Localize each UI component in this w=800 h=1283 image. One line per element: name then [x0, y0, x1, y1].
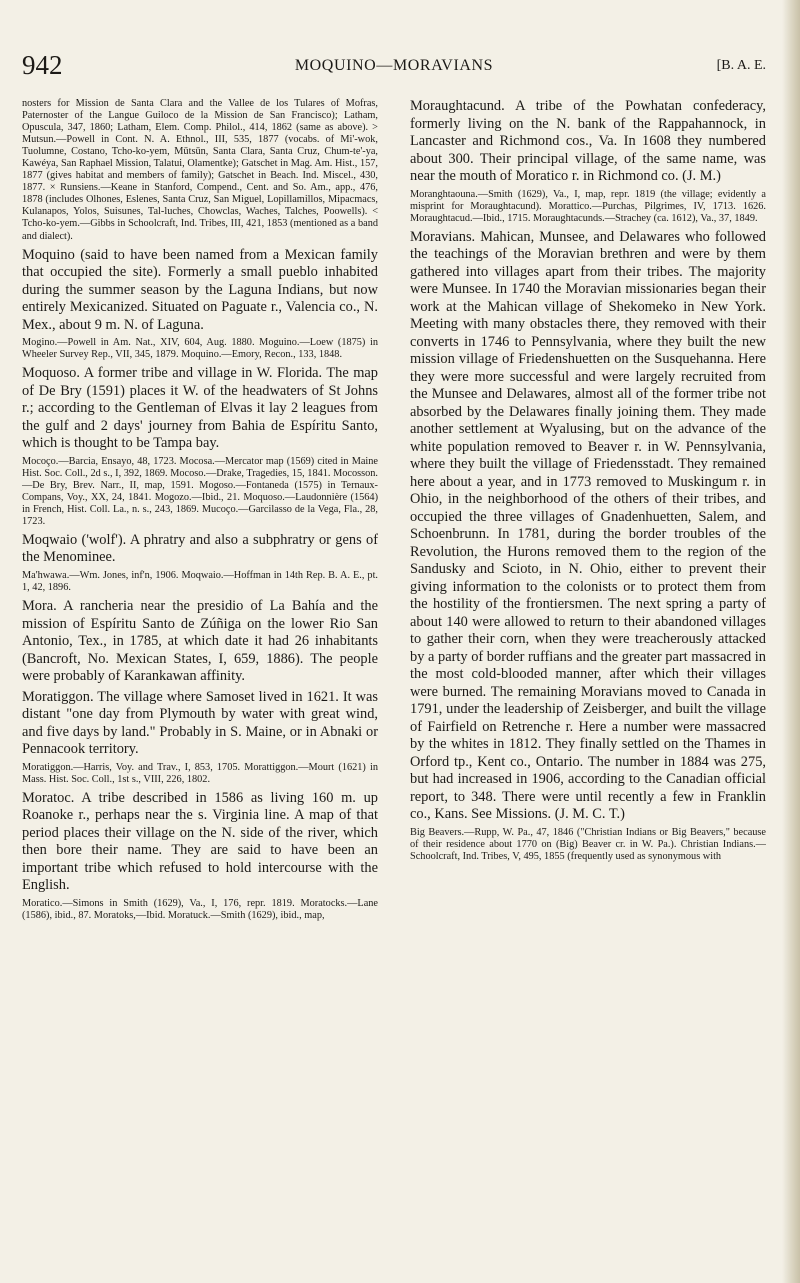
- entry-text: ('wolf'). A phratry and also a subphratry or gens of the Menominee.: [22, 531, 378, 566]
- entry-headword: Moravians.: [410, 228, 476, 245]
- entry-text: The village where Samoset lived in 1621. It was distant "one day from Plymouth by water with great wind, and five days by land." Probably in S. Maine, or in Abnaki or Pennacook territory.: [22, 688, 378, 758]
- dictionary-entry: [410, 229, 766, 824]
- entry-headword: Moquino: [22, 246, 75, 263]
- entry-headword: Moratiggon.: [22, 688, 94, 705]
- citation-text: Moratico.—Simons in Smith (1629), Va., I, 176, repr. 1819. Moratocks.—Lane (1586), ibid., 87. Moratoks,—Ibid. Moratuck.—Smith (1629), ibid., map,: [22, 897, 378, 921]
- synonymy-citation: [410, 827, 766, 863]
- citation-text: Moratiggon.—Harris, Voy. and Trav., I, 853, 1705. Morattiggon.—Mourt (1621) in Mass. Hist. Soc. Coll., 1st s., VIII, 226, 1802.: [22, 761, 378, 785]
- entry-text: A former tribe and village in W. Florida. The map of De Bry (1591) places it W. of the headwaters of St Johns r.; according to the Gentleman of Elvas it lay 2 leagues from the gulf and 2 days' journey from Bahia de Espíritu Santo, which is thought to be Tampa bay.: [22, 365, 378, 452]
- citation-text: Mocoço.—Barcia, Ensayo, 48, 1723. Mocosa.—Mercator map (1569) cited in Maine Hist. Soc. Coll., 2d s., I, 392, 1869. Mocoso.—Drake, Tragedies, 15, 1841. Mocosson.—De Bry, Brev. Narr., II, map, 1591. Mogoso.—Fontaneda (1575) in Ternaux-Compans, Voy., XX, 24, 1841. Mogozo.—Ibid., 21. Moquoso.—Laudonnière (1564) in French, Hist. Coll. La., n. s., 243, 1869. Mucoço.—Garcilasso de la Vega, Fla., 28, 1723.: [22, 455, 378, 527]
- citation-text: nosters for Mission de Santa Clara and the Vallee de los Tulares of Mofras, Paternoster of the Langue Guiloco de la Mission de San Francisco); Latham, Opuscula, 347, 1860; Latham, Elem. Comp. Philol., 414, 1862 (same as above). > Mutsun.—Powell in Cont. N. A. Ethnol., III, 535, 1877 (vocabs. of Mi'-wok, Tuolumne, Costano, Tcho-ko-yem, Mūtsūn, Santa Clara, Santa Cruz, Chum-te'-ya, Kawéya, San Raphael Mission, Talatui, Olamentke); Gatschet in Mag. Am. Hist., 157, 1877 (gives habitat and members of family); Gatschet in Beach. Ind. Miscel., 430, 1877. × Runsiens.—Keane in Stanford, Compend., Cent. and So. Am., app., 476, 1878 (includes Olhones, Eslenes, Santa Cruz, San Miguel, Lopillamillos, Mipacmacs, Kulanapos, Yolos, Suisunes, Tal-luches, Chowclas, Waches, Talches, Poowells). < Tcho-ko-yem.—Gibbs in Schoolcraft, Ind. Tribes, III, 421, 1853 (mentioned as a band and dialect).: [22, 98, 378, 242]
- entry-text: A rancheria near the presidio of La Bahía and the mission of Espíritu Santo de Zúñiga on the lower Rio San Antonio, Tex., in 1785, at which date it had 26 inhabitants (Bancroft, No. Mexican States, I, 659, 1886). The people were probably of Karankawan affinity.: [22, 598, 378, 685]
- entry-headword: Moraughtacund.: [410, 98, 505, 114]
- entry-text: (said to have been named from a Mexican family that occupied the site). Formerly a small pueblo inhabited during the summer season by the Laguna Indians, but now entirely Mexicanized. Situated on Paguate r., Valencia co., N. Mex., about 9 m. N. of Laguna.: [22, 246, 378, 333]
- citation-text: Big Beavers.—Rupp, W. Pa., 47, 1846 ("Christian Indians or Big Beavers," because of their residence about 1770 on (Big) Beaver cr. in W. Pa.). Christian Indians.—Schoolcraft, Ind. Tribes, V, 495, 1855 (frequently used as synonymous with: [410, 826, 766, 862]
- synonymy-citation: [22, 98, 378, 243]
- page-number: 942: [22, 50, 63, 80]
- dictionary-entry: [410, 98, 766, 186]
- entry-headword: Mora.: [22, 598, 57, 615]
- synonymy-citation: [410, 189, 766, 225]
- entry-text: A tribe of the Powhatan confederacy, formerly living on the N. bank of the Rappahannock, in Lancaster and Richmond cos., Va. In 1608 they numbered about 300. Their principal village, of the same name, was near the mouth of Moratico r. in Richmond co. (J. M.): [410, 98, 766, 184]
- left-column: [22, 98, 378, 1268]
- entry-headword: Moqwaio: [22, 531, 78, 548]
- citation-text: Moranghtaouna.—Smith (1629), Va., I, map, repr. 1819 (the village; evidently a misprint for Moraughtacund). Morattico.—Purchas, Pilgrimes, IV, 1713. 1626. Moraughtacud.—Ibid., 1715. Moraughtacunds.—Strachey (ca. 1612), Va., 37, 1849.: [410, 188, 766, 224]
- page-header: [22, 46, 766, 86]
- dictionary-entry: [22, 247, 378, 335]
- dictionary-entry: [22, 689, 378, 759]
- running-head: MOQUINO—MORAVIANS: [294, 57, 494, 74]
- synonymy-citation: [22, 762, 378, 786]
- synonymy-citation: [22, 456, 378, 528]
- series-abbreviation: [B. A. E.: [716, 58, 766, 73]
- citation-text: Ma'hwawa.—Wm. Jones, inf'n, 1906. Moqwaio.—Hoffman in 14th Rep. B. A. E., pt. 1, 42, 1896.: [22, 569, 378, 593]
- citation-text: Mogino.—Powell in Am. Nat., XIV, 604, Aug. 1880. Moguino.—Loew (1875) in Wheeler Survey Rep., VII, 345, 1879. Moquino.—Emory, Recon., 133, 1848.: [22, 337, 378, 361]
- page-edge-shadow: [782, 0, 800, 1283]
- entry-text: Mahican, Munsee, and Delawares who followed the teachings of the Moravian brethren and were by them gathered into villages apart from their tribes. The majority were Munsee. In 1740 the Moravian missionaries began their work at the Mahican village of Shekomeko in New York. Meeting with many obstacles there, they removed with their converts in 1746 to Pennsylvania, where they built the new mission village of Friedenshuetten on the Susquehanna. Here they were more successful and were largely recruited from the Munsee and Delawares, almost all of the former tribe not absorbed by the Delawares finally joining them. They made another settlement at Wyalusing, but on the advance of the white population removed to Beaver r. in W. Pennsylvania, where they built the village of Friedensstadt. They remained here about a year, and in 1773 removed to Muskingum r. in Ohio, in the neighborhood of the others of their tribes, and occupied the three villages of Gnadenhuetten, Salem, and Schoenbrunn. In 1781, during the border troubles of the Revolution, the Hurons removed them to the region of the Sandusky and Scioto, in N. Ohio, either to prevent their giving information to the colonists or to protect them from the hostility of the frontiersmen. The next spring a party of about 140 were allowed to return to their abandoned villages to gather their corn, when they were treacherously attacked by a party of border ruffians and the greater part massacred in the most cold-blooded manner, after which their villages were burned. The remaining Moravians moved to Canada in 1791, under the leadership of Zeisberger, and built the village of Fairfield on Retrenche r. Here a number were massacred by the whites in 1812. They finally settled on the Thames in Orford tp., Kent co., Ontario. The number in 1884 was 275, but had increased in 1906, according to the Canadian official report, to 348. There were until recently a few in Franklin co., Kans. See Missions. (J. M. C. T.): [410, 228, 766, 823]
- dictionary-entry: [22, 365, 378, 453]
- entry-headword: Moquoso.: [22, 365, 80, 382]
- synonymy-citation: [22, 898, 378, 922]
- dictionary-entry: [22, 532, 378, 567]
- synonymy-citation: [22, 570, 378, 594]
- synonymy-citation: [22, 337, 378, 361]
- dictionary-entry: [22, 598, 378, 686]
- entry-headword: Moratoc.: [22, 789, 75, 806]
- entry-text: A tribe described in 1586 as living 160 m. up Roanoke r., perhaps near the s. Virginia line. A map of that period places their village on the N. side of the river, which then bore their name. They are said to have been an important tribe which refused to hold intercourse with the English.: [22, 789, 378, 894]
- right-column: [410, 98, 766, 1268]
- dictionary-entry: [22, 790, 378, 895]
